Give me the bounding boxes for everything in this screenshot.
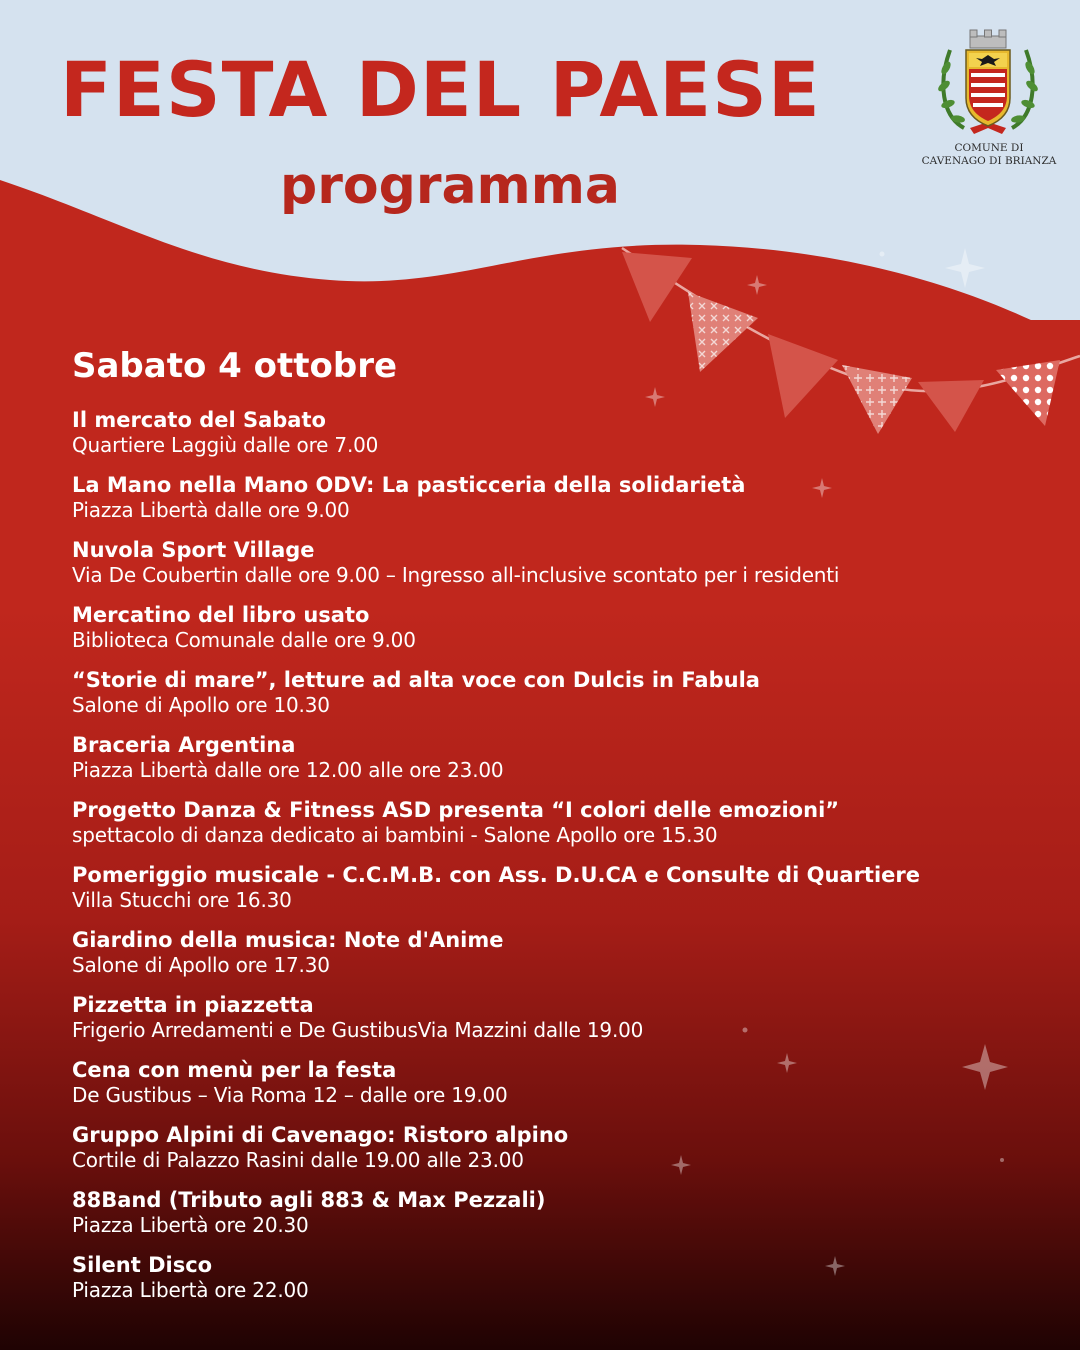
page-subtitle: programma: [280, 156, 621, 216]
event-detail: Piazza Libertà ore 20.30: [72, 1213, 309, 1237]
event-item: [72, 473, 1062, 538]
event-title: Pizzetta in piazzetta: [72, 993, 314, 1017]
event-item: [72, 928, 1062, 993]
event-detail: Quartiere Laggiù dalle ore 7.00: [72, 433, 379, 457]
event-title: Pomeriggio musicale - C.C.M.B. con Ass. D.U.CA e Consulte di Quartiere: [72, 863, 920, 887]
event-title: Il mercato del Sabato: [72, 408, 326, 432]
event-title: Silent Disco: [72, 1253, 213, 1277]
day-heading: Sabato 4 ottobre: [72, 346, 398, 386]
event-title: Giardino della musica: Note d'Anime: [72, 928, 504, 952]
event-item: [72, 863, 1062, 928]
page-title: FESTA DEL PAESE: [60, 45, 821, 134]
event-detail: Frigerio Arredamenti e De GustibusVia Mazzini dalle 19.00: [72, 1018, 644, 1042]
event-detail: Salone di Apollo ore 17.30: [72, 953, 330, 977]
event-item: [72, 733, 1062, 798]
crest-caption-line1: COMUNE DI: [954, 142, 1024, 154]
event-detail: Cortile di Palazzo Rasini dalle 19.00 alle 23.00: [72, 1148, 524, 1172]
event-title: Mercatino del libro usato: [72, 603, 370, 627]
event-detail: Via De Coubertin dalle ore 9.00 – Ingresso all-inclusive scontato per i residenti: [72, 563, 840, 587]
event-title: Nuvola Sport Village: [72, 538, 315, 562]
event-title: “Storie di mare”, letture ad alta voce con Dulcis in Fabula: [72, 668, 760, 692]
event-item: [72, 1253, 1062, 1318]
event-detail: spettacolo di danza dedicato ai bambini - Salone Apollo ore 15.30: [72, 823, 718, 847]
event-list: [72, 408, 1062, 1318]
event-detail: Piazza Libertà dalle ore 9.00: [72, 498, 350, 522]
event-detail: De Gustibus – Via Roma 12 – dalle ore 19.00: [72, 1083, 508, 1107]
event-item: [72, 798, 1062, 863]
event-item: [72, 1188, 1062, 1253]
event-detail: Piazza Libertà ore 22.00: [72, 1278, 309, 1302]
event-title: Gruppo Alpini di Cavenago: Ristoro alpino: [72, 1123, 569, 1147]
crest-caption: [905, 142, 1073, 168]
event-item: [72, 538, 1062, 603]
event-item: [72, 993, 1062, 1058]
event-item: [72, 668, 1062, 733]
event-title: Cena con menù per la festa: [72, 1058, 397, 1082]
event-title: La Mano nella Mano ODV: La pasticceria della solidarietà: [72, 473, 746, 497]
event-item: [72, 603, 1062, 668]
event-detail: Villa Stucchi ore 16.30: [72, 888, 292, 912]
event-item: [72, 1058, 1062, 1123]
event-title: Progetto Danza & Fitness ASD presenta “I colori delle emozioni”: [72, 798, 840, 822]
event-item: [72, 1123, 1062, 1188]
event-detail: Biblioteca Comunale dalle ore 9.00: [72, 628, 416, 652]
bunting-flag: [768, 334, 838, 418]
event-title: Braceria Argentina: [72, 733, 296, 757]
event-detail: Salone di Apollo ore 10.30: [72, 693, 330, 717]
municipal-crest-icon: [936, 28, 1040, 138]
event-item: [72, 408, 1062, 473]
event-title: 88Band (Tributo agli 883 & Max Pezzali): [72, 1188, 546, 1212]
event-detail: Piazza Libertà dalle ore 12.00 alle ore 23.00: [72, 758, 504, 782]
crest-caption-line2: CAVENAGO DI BRIANZA: [921, 155, 1057, 168]
